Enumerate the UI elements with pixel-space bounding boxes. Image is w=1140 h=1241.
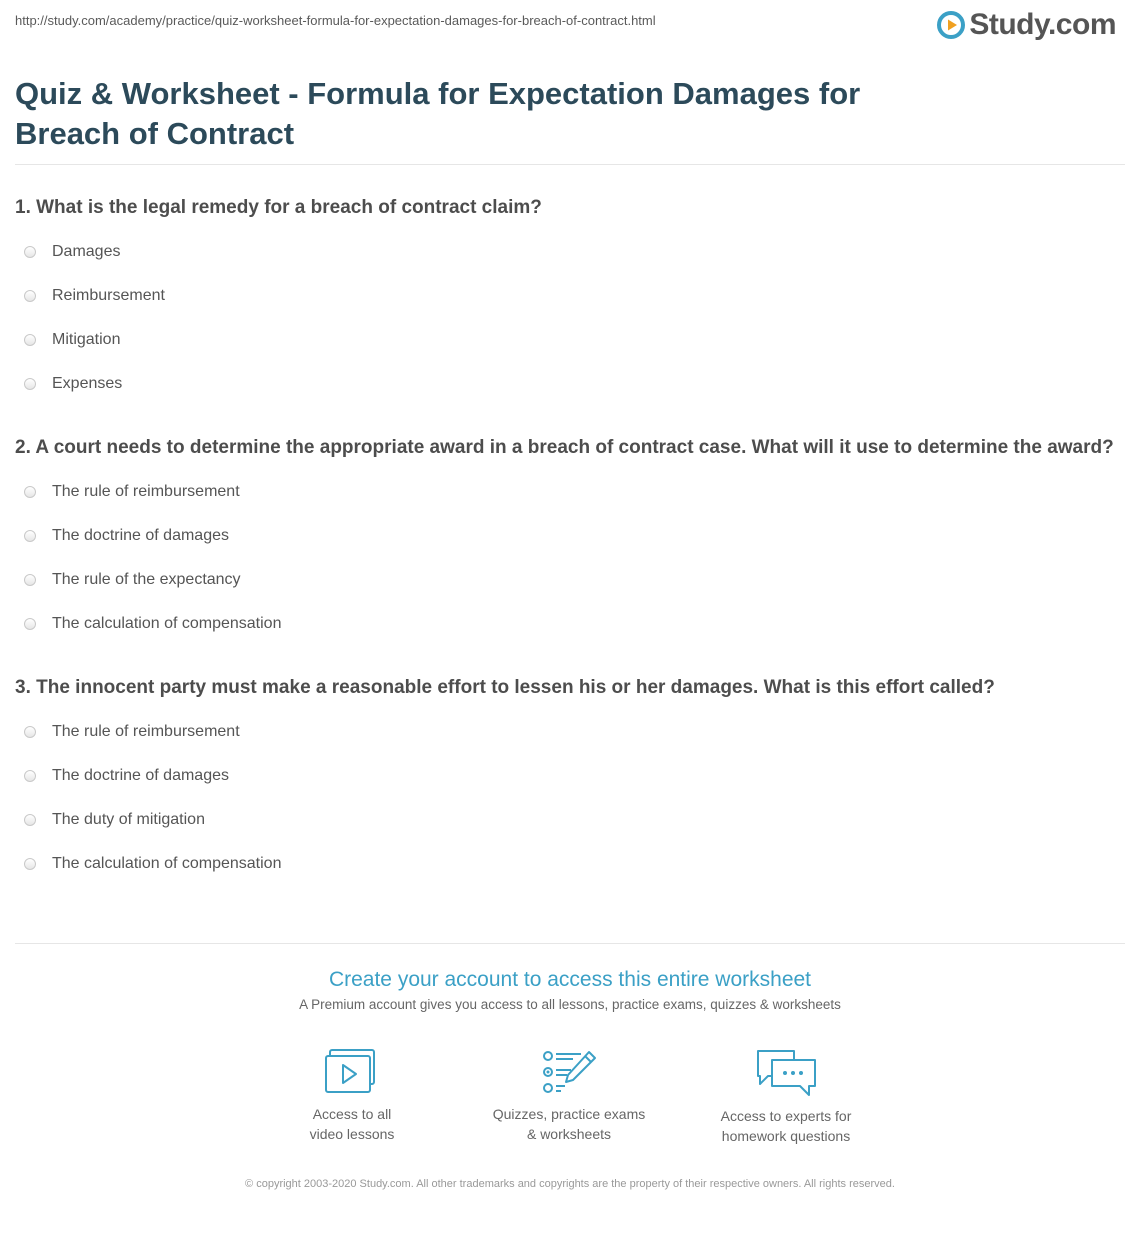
radio-button[interactable] <box>24 726 36 738</box>
answer-option[interactable] <box>15 602 1125 646</box>
feature-label-line1: Quizzes, practice exams <box>492 1106 646 1122</box>
option-label: Mitigation <box>52 331 121 348</box>
radio-button[interactable] <box>24 858 36 870</box>
feature-experts <box>686 1048 886 1146</box>
answer-option[interactable] <box>15 710 1125 754</box>
option-label: The doctrine of damages <box>52 527 229 544</box>
radio-button[interactable] <box>24 574 36 586</box>
radio-button[interactable] <box>24 334 36 346</box>
radio-button[interactable] <box>24 378 36 390</box>
study-logo[interactable] <box>937 6 1116 44</box>
divider <box>15 164 1125 165</box>
quiz-checklist-icon <box>541 1048 597 1096</box>
option-label: The duty of mitigation <box>52 811 205 828</box>
option-label: The calculation of compensation <box>52 855 282 872</box>
feature-video-lessons <box>252 1048 452 1144</box>
feature-label-line2: homework questions <box>721 1128 851 1144</box>
question-text: 3. The innocent party must make a reasonable effort to lessen his or her damages. What is this effort called? <box>15 677 995 698</box>
feature-label-line2: & worksheets <box>526 1126 612 1142</box>
radio-button[interactable] <box>24 246 36 258</box>
option-label: The rule of reimbursement <box>52 723 240 740</box>
question-text: 2. A court needs to determine the appropriate award in a breach of contract case. What will it use to determine the award? <box>15 437 1114 458</box>
radio-button[interactable] <box>24 770 36 782</box>
answer-option[interactable] <box>15 274 1125 318</box>
answer-option[interactable] <box>15 362 1125 406</box>
option-label: Damages <box>52 243 121 260</box>
answer-option[interactable] <box>15 754 1125 798</box>
copyright-footer: © copyright 2003-2020 Study.com. All other trademarks and copyrights are the property of their respective owners. All rights reserved. <box>245 1178 895 1190</box>
option-label: Expenses <box>52 375 123 392</box>
answer-option[interactable] <box>15 842 1125 886</box>
feature-label-line1: Access to all <box>312 1106 392 1122</box>
answer-option[interactable] <box>15 470 1125 514</box>
radio-button[interactable] <box>24 290 36 302</box>
option-label: The doctrine of damages <box>52 767 229 784</box>
answer-option[interactable] <box>15 318 1125 362</box>
signup-cta <box>0 965 1140 1015</box>
option-label: Reimbursement <box>52 287 165 304</box>
radio-button[interactable] <box>24 814 36 826</box>
question-2 <box>15 434 1125 646</box>
logo-text: Study.com <box>969 8 1116 41</box>
radio-button[interactable] <box>24 486 36 498</box>
feature-label-line1: Access to experts for <box>720 1108 852 1124</box>
quiz-list <box>15 194 1125 914</box>
chat-bubbles-icon <box>754 1048 818 1098</box>
page-title: Quiz & Worksheet - Formula for Expectation Damages for Breach of Contract <box>15 76 861 151</box>
question-1 <box>15 194 1125 406</box>
feature-quizzes <box>469 1048 669 1144</box>
question-text: 1. What is the legal remedy for a breach of contract claim? <box>15 197 542 218</box>
answer-option[interactable] <box>15 514 1125 558</box>
answer-option[interactable] <box>15 798 1125 842</box>
option-label: The calculation of compensation <box>52 615 282 632</box>
question-3 <box>15 674 1125 886</box>
video-lessons-icon <box>325 1048 379 1096</box>
option-label: The rule of reimbursement <box>52 483 240 500</box>
option-label: The rule of the expectancy <box>52 571 241 588</box>
answer-option[interactable] <box>15 558 1125 602</box>
radio-button[interactable] <box>24 530 36 542</box>
feature-label-line2: video lessons <box>309 1126 395 1142</box>
page-url: http://study.com/academy/practice/quiz-worksheet-formula-for-expectation-damages-for-breach-of-contract.html <box>15 13 656 28</box>
study-play-icon <box>937 11 965 39</box>
radio-button[interactable] <box>24 618 36 630</box>
cta-subheading: A Premium account gives you access to all lessons, practice exams, quizzes & worksheets <box>299 997 841 1012</box>
cta-heading-link[interactable]: Create your account to access this entire worksheet <box>328 968 812 991</box>
answer-option[interactable] <box>15 230 1125 274</box>
divider <box>15 943 1125 944</box>
